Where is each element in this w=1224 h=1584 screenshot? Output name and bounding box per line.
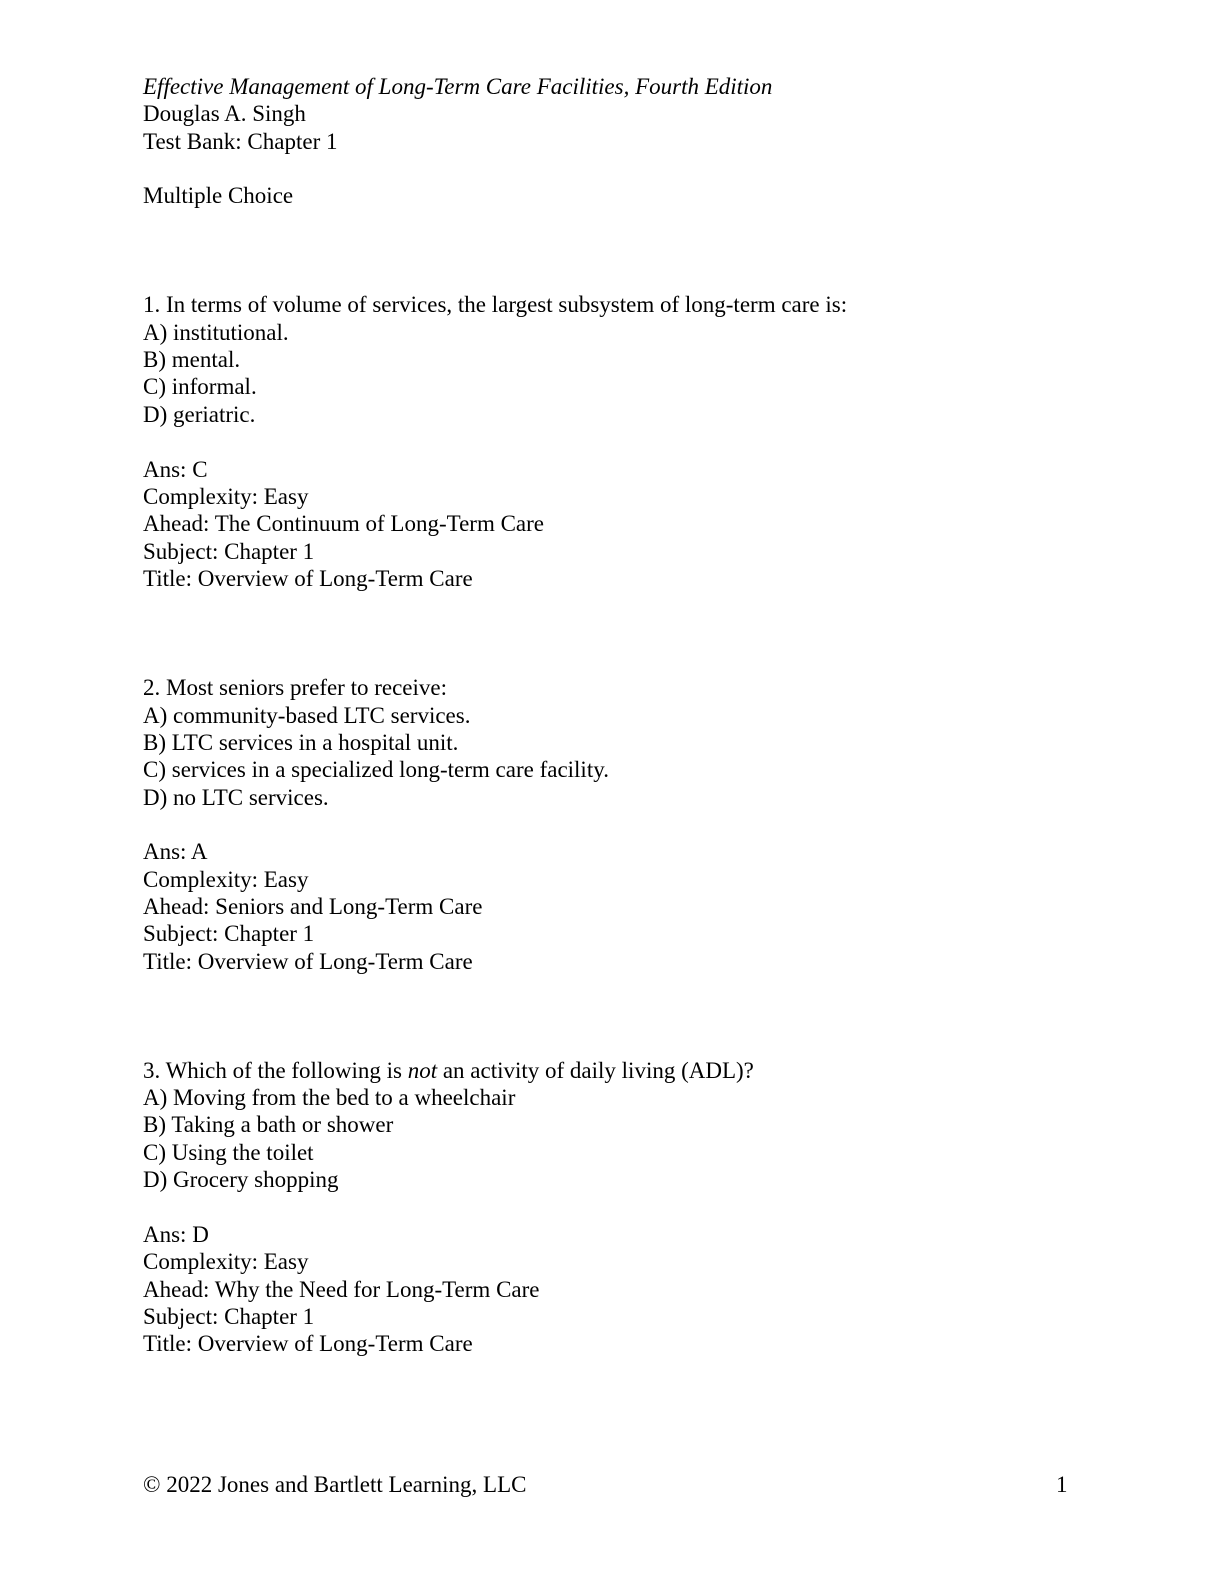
question-1-ahead: Ahead: The Continuum of Long-Term Care <box>143 511 545 536</box>
question-3-subject: Subject: Chapter 1 <box>143 1304 315 1329</box>
section-heading: Multiple Choice <box>143 183 294 208</box>
test-bank-label: Test Bank: Chapter 1 <box>143 129 338 154</box>
question-2-title: Title: Overview of Long-Term Care <box>143 949 473 974</box>
question-3-option-a: A) Moving from the bed to a wheelchair <box>143 1085 516 1110</box>
question-1-subject: Subject: Chapter 1 <box>143 539 315 564</box>
question-3-ahead: Ahead: Why the Need for Long-Term Care <box>143 1277 540 1302</box>
page-number: 1 <box>1056 1472 1068 1497</box>
question-3-complexity: Complexity: Easy <box>143 1249 309 1274</box>
question-1-complexity: Complexity: Easy <box>143 484 309 509</box>
copyright-notice: © 2022 Jones and Bartlett Learning, LLC <box>143 1472 527 1497</box>
question-3-stem-emphasis: not <box>407 1058 438 1083</box>
question-1-option-b: B) mental. <box>143 347 241 372</box>
question-3-stem <box>143 1057 754 1084</box>
question-1-answer: Ans: C <box>143 457 208 482</box>
question-1-option-a: A) institutional. <box>143 320 289 345</box>
question-3-stem-suffix: an activity of daily living (ADL)? <box>437 1058 754 1083</box>
question-1-option-c: C) informal. <box>143 374 257 399</box>
question-2-stem: 2. Most seniors prefer to receive: <box>143 675 448 700</box>
question-2-option-d: D) no LTC services. <box>143 785 329 810</box>
question-1-title: Title: Overview of Long-Term Care <box>143 566 473 591</box>
question-3-title: Title: Overview of Long-Term Care <box>143 1331 473 1356</box>
question-1-stem: 1. In terms of volume of services, the largest subsystem of long-term care is: <box>143 292 848 317</box>
question-2-option-a: A) community-based LTC services. <box>143 703 471 728</box>
question-3-option-b: B) Taking a bath or shower <box>143 1112 394 1137</box>
question-2-answer: Ans: A <box>143 839 208 864</box>
book-title: Effective Management of Long-Term Care Facilities, Fourth Edition <box>143 74 773 99</box>
question-3-stem-prefix: 3. Which of the following is <box>143 1058 408 1083</box>
question-3-answer: Ans: D <box>143 1222 209 1247</box>
question-3-option-c: C) Using the toilet <box>143 1140 314 1165</box>
author-name: Douglas A. Singh <box>143 101 306 126</box>
question-2-option-c: C) services in a specialized long-term care facility. <box>143 757 609 782</box>
question-1-option-d: D) geriatric. <box>143 402 256 427</box>
question-2-option-b: B) LTC services in a hospital unit. <box>143 730 459 755</box>
question-2-subject: Subject: Chapter 1 <box>143 921 315 946</box>
question-2-complexity: Complexity: Easy <box>143 867 309 892</box>
question-2-ahead: Ahead: Seniors and Long-Term Care <box>143 894 483 919</box>
question-3-option-d: D) Grocery shopping <box>143 1167 339 1192</box>
